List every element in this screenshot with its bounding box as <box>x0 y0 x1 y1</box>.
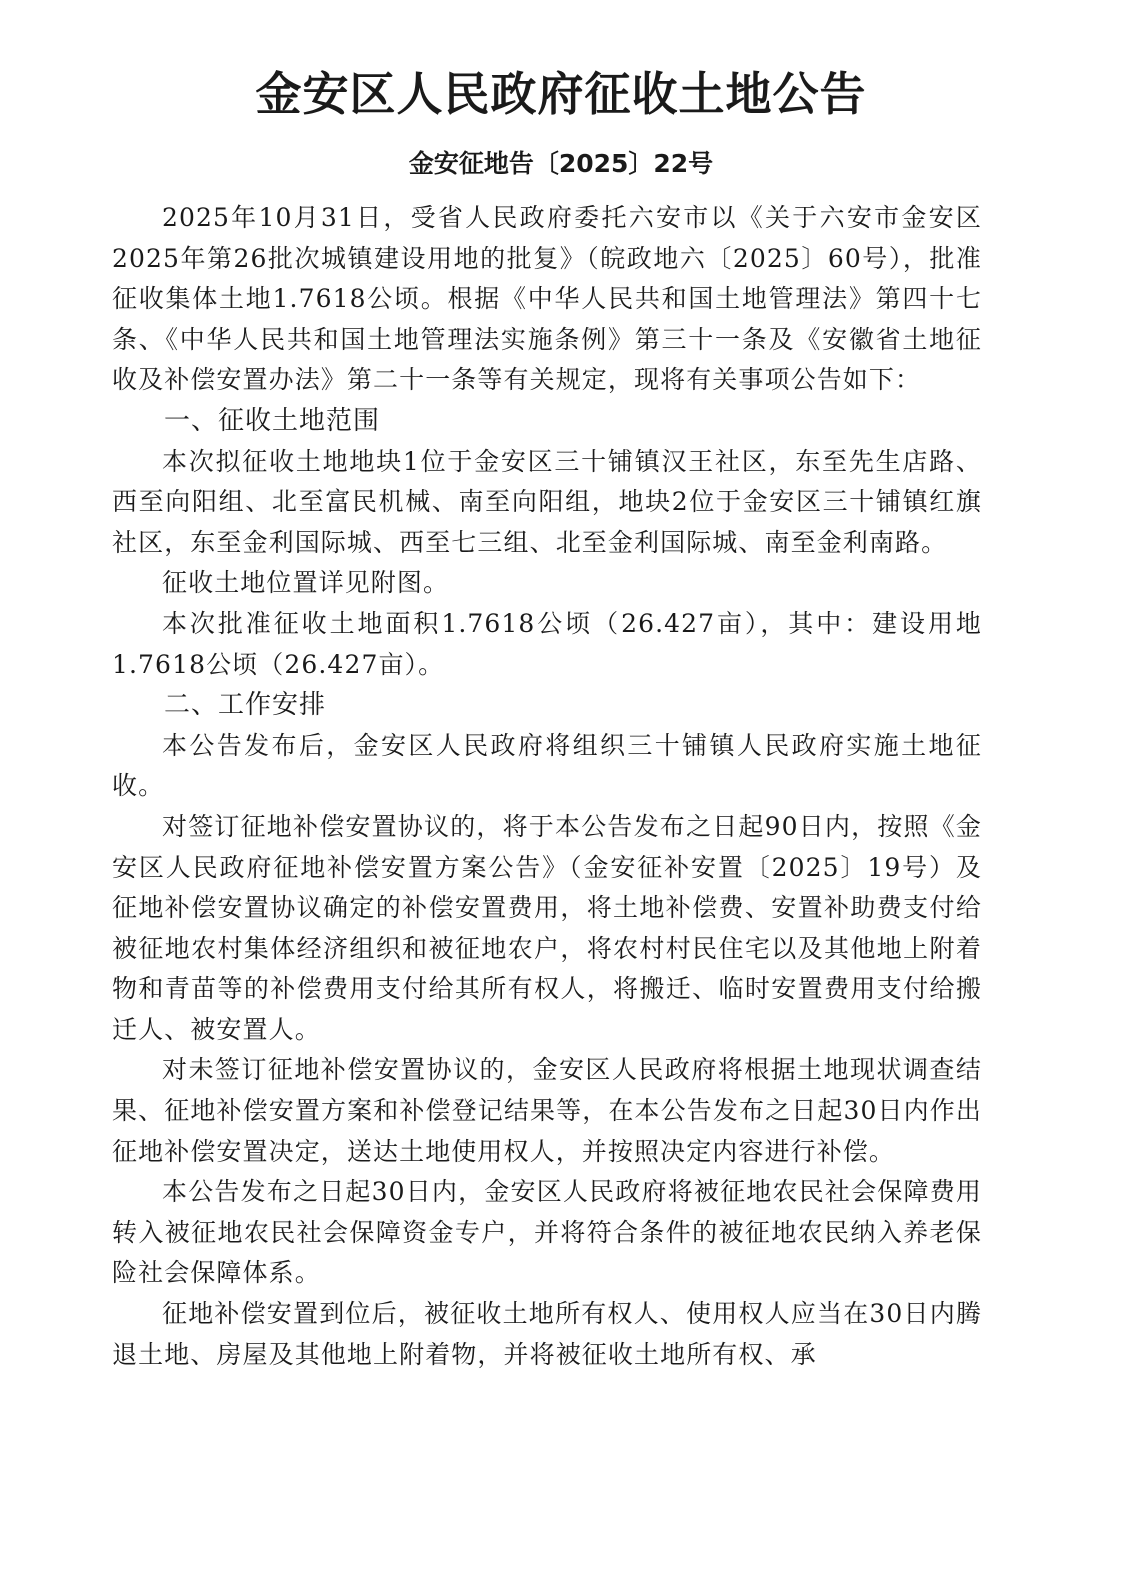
paragraph: 对签订征地补偿安置协议的，将于本公告发布之日起90日内，按照《金安区人民政府征地补偿安置方案公告》（金安征补安置〔2025〕19号）及征地补偿安置协议确定的补偿安置费用，将土地补偿费、安置补助费支付给被征地农村集体经济组织和被征地农户，将农村村民住宅以及其他地上附着物和青苗等的补偿费用支付给其所有权人，将搬迁、临时安置费用支付给搬迁人、被安置人。 <box>112 811 982 1044</box>
paragraph: 对未签订征地补偿安置协议的，金安区人民政府将根据土地现状调查结果、征地补偿安置方案和补偿登记结果等，在本公告发布之日起30日内作出征地补偿安置决定，送达土地使用权人，并按照决定内容进行补偿。 <box>112 1055 982 1166</box>
paragraph: 本次拟征收土地地块1位于金安区三十铺镇汉王社区，东至先生店路、西至向阳组、北至富民机械、南至向阳组，地块2位于金安区三十铺镇红旗社区，东至金利国际城、西至七三组、北至金利国际城、南至金利南路。 <box>112 446 982 557</box>
paragraph: 本次批准征收土地面积1.7618公顷（26.427亩），其中：建设用地1.7618公顷（26.427亩）。 <box>112 608 982 679</box>
paragraph: 本公告发布后，金安区人民政府将组织三十铺镇人民政府实施土地征收。 <box>112 730 982 801</box>
intro-paragraph: 2025年10月31日，受省人民政府委托六安市以《关于六安市金安区2025年第26批次城镇建设用地的批复》（皖政地六〔2025〕60号），批准征收集体土地1.7618公顷。根据《中华人民共和国土地管理法》第四十七条、《中华人民共和国土地管理法实施条例》第三十一条及《安徽省土地征收及补偿安置办法》第二十一条等有关规定，现将有关事项公告如下： <box>112 203 982 395</box>
section-heading-scope: 一、征收土地范围 <box>164 405 381 436</box>
section-heading-arrangement: 二、工作安排 <box>164 690 327 721</box>
paragraph: 本公告发布之日起30日内，金安区人民政府将被征地农民社会保障费用转入被征地农民社会保障资金专户，并将符合条件的被征地农民纳入养老保险社会保障体系。 <box>112 1177 982 1288</box>
notice-title: 金安区人民政府征收土地公告 <box>255 67 867 121</box>
paragraph: 征地补偿安置到位后，被征收土地所有权人、使用权人应当在30日内腾退土地、房屋及其他地上附着物，并将被征收土地所有权、承 <box>112 1299 982 1369</box>
notice-body <box>112 198 982 1375</box>
document-number: 金安征地告〔2025〕22号 <box>408 149 714 178</box>
paragraph: 征收土地位置详见附图。 <box>162 568 450 598</box>
